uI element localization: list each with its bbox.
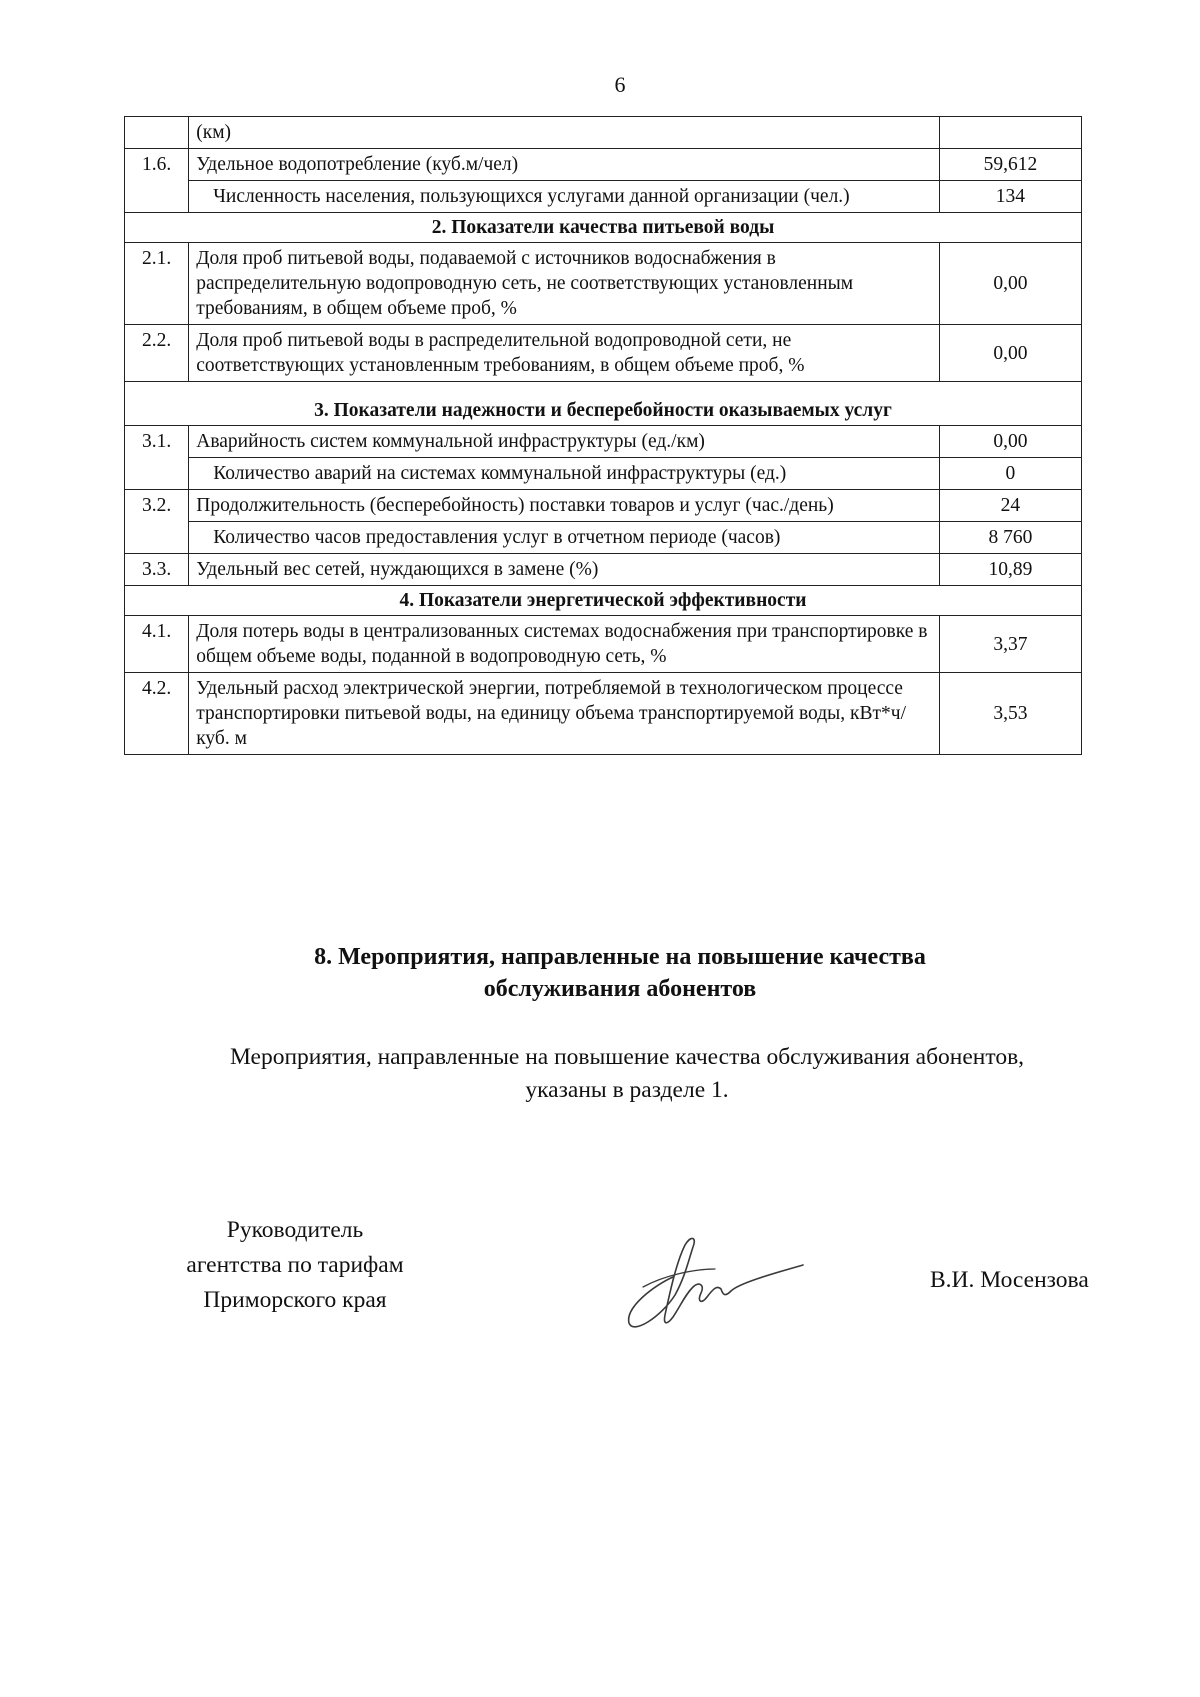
row-description: Доля проб питьевой воды, подаваемой с источников водоснабжения в распределительную водопроводную сеть, не соответствующих установленным требованиям, в общем объеме проб, % (189, 243, 940, 325)
row-value: 0,00 (939, 325, 1081, 382)
signer-title-line: Приморского края (203, 1287, 387, 1313)
row-value: 3,37 (939, 616, 1081, 673)
table-row (125, 325, 1082, 382)
row-number: 4.2. (125, 673, 189, 755)
section-header-row (125, 382, 1082, 426)
table-row (125, 554, 1082, 586)
signer-name: В.И. Мосензова (930, 1267, 1089, 1293)
row-value: 0,00 (939, 243, 1081, 325)
row-description: (км) (189, 117, 940, 149)
table-row (125, 117, 1082, 149)
row-value: 3,53 (939, 673, 1081, 755)
section-8-heading (0, 941, 1200, 1005)
section-2-title: 2. Показатели качества питьевой воды (125, 213, 1082, 243)
row-description: Продолжительность (бесперебойность) поставки товаров и услуг (час./день) (189, 490, 940, 522)
signer-title-line: Руководитель (226, 1217, 364, 1243)
table-row (125, 149, 1082, 181)
row-number: 1.6. (125, 149, 189, 213)
section-8-heading-line: обслуживания абонентов (483, 976, 757, 1002)
row-number: 3.2. (125, 490, 189, 554)
section-header-row (125, 586, 1082, 616)
row-description: Удельный вес сетей, нуждающихся в замене (%) (189, 554, 940, 586)
row-description: Удельный расход электрической энергии, потребляемой в технологическом процессе транспортировки питьевой воды, на единицу объема транспортируемой воды, кВт*ч/куб. м (189, 673, 940, 755)
row-description: Количество аварий на системах коммунальной инфраструктуры (ед.) (189, 458, 940, 490)
row-value: 24 (939, 490, 1081, 522)
row-value: 10,89 (939, 554, 1081, 586)
row-value: 8 760 (939, 522, 1081, 554)
section-8-heading-line: 8. Мероприятия, направленные на повышение качества (314, 944, 926, 970)
section-8-text-line: указаны в разделе 1. (525, 1077, 729, 1103)
row-description: Аварийность систем коммунальной инфраструктуры (ед./км) (189, 426, 940, 458)
signer-title (150, 1213, 440, 1318)
row-description: Доля потерь воды в централизованных системах водоснабжения при транспортировке в общем объеме воды, поданной в водопроводную сеть, % (189, 616, 940, 673)
row-number: 3.3. (125, 554, 189, 586)
table-row (125, 243, 1082, 325)
table-row (125, 490, 1082, 522)
row-description: Доля проб питьевой воды в распределительной водопроводной сети, не соответствующих установленным требованиям, в общем объеме проб, % (189, 325, 940, 382)
row-number: 2.1. (125, 243, 189, 325)
row-value: 59,612 (939, 149, 1081, 181)
table-row (125, 616, 1082, 673)
row-description: Удельное водопотребление (куб.м/чел) (189, 149, 940, 181)
signer-title-line: агентства по тарифам (186, 1252, 404, 1278)
table-row (125, 522, 1082, 554)
section-3-title: 3. Показатели надежности и бесперебойности оказываемых услуг (125, 382, 1082, 426)
row-value: 134 (939, 181, 1081, 213)
section-4-title: 4. Показатели энергетической эффективности (125, 586, 1082, 616)
row-number (125, 117, 189, 149)
indicators-table (124, 116, 1082, 755)
table-row (125, 181, 1082, 213)
row-value (939, 117, 1081, 149)
row-value: 0 (939, 458, 1081, 490)
page-number: 6 (614, 72, 626, 97)
row-number: 4.1. (125, 616, 189, 673)
handwritten-signature-icon (615, 1225, 805, 1335)
table-row (125, 458, 1082, 490)
section-8-text (0, 1041, 1200, 1107)
row-description: Численность населения, пользующихся услугами данной организации (чел.) (189, 181, 940, 213)
table-row (125, 673, 1082, 755)
table-row (125, 426, 1082, 458)
row-number: 3.1. (125, 426, 189, 490)
section-8-text-line: Мероприятия, направленные на повышение качества обслуживания абонентов, (229, 1044, 1025, 1070)
section-header-row (125, 213, 1082, 243)
row-description: Количество часов предоставления услуг в отчетном периоде (часов) (189, 522, 940, 554)
row-number: 2.2. (125, 325, 189, 382)
row-value: 0,00 (939, 426, 1081, 458)
